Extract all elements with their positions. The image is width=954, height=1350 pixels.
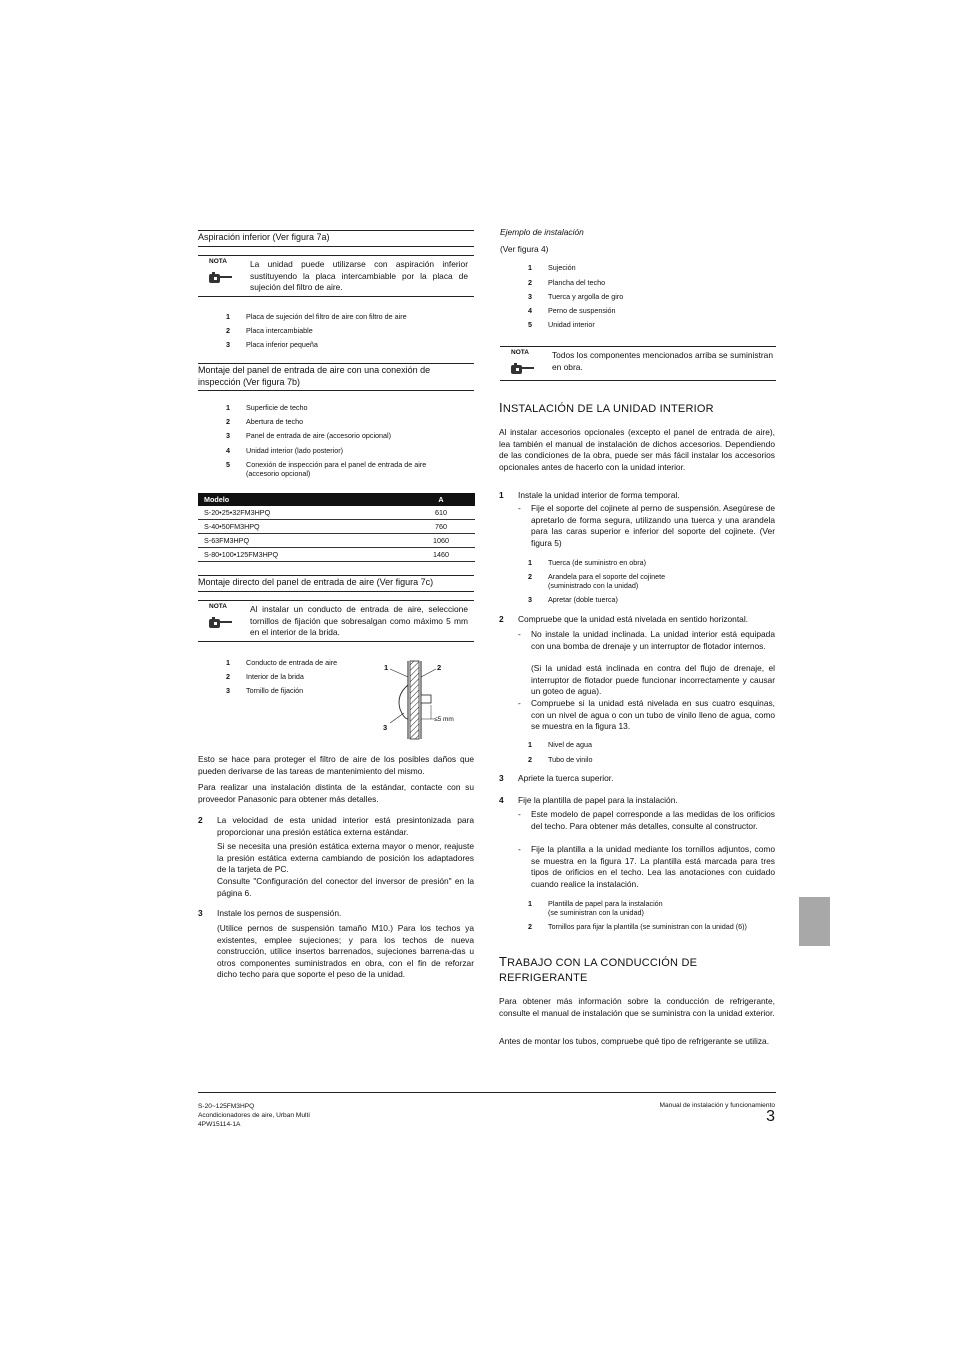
table-cell: S-80•100•125FM3HPQ — [198, 548, 407, 562]
table-cell: 760 — [407, 520, 475, 534]
dash-item-cont: (Si la unidad está inclinada en contra del flujo de drenaje, el interruptor de flotador puede funcionar incorrectamente y causar un goteo de agua). — [531, 663, 775, 696]
table-cell: S-63FM3HPQ — [198, 534, 407, 548]
pointing-hand-icon — [510, 362, 536, 381]
flange-diagram — [378, 657, 474, 742]
step-number: 3 — [198, 908, 203, 918]
step-text: (Utilice pernos de suspensión tamaño M10.) Para los techos ya existentes, emplee sujeciones; y para los techos de nueva construcción, utilice insertos barrenados, sujeciones barrena-das u otros componentes suministrados en obra, con el fin de reforzar dicho techo para que soporte el peso de la unidad. — [217, 923, 474, 979]
heading-initial: T — [499, 954, 508, 969]
figure-dimension: ≤5 mm — [434, 716, 454, 723]
paragraph-refrigerante-2: Antes de montar los tubos, compruebe qué tipo de refrigerante se utiliza. — [499, 1036, 770, 1046]
table-cell: 610 — [407, 506, 475, 520]
table-header-modelo: Modelo — [198, 493, 407, 506]
pointing-hand-icon — [208, 616, 234, 635]
page-number: 3 — [766, 1108, 775, 1125]
step-text: Instale los pernos de suspensión. — [217, 908, 342, 918]
figure-ref-4: (Ver figura 4) — [500, 244, 549, 254]
section-heading-refrigerante — [499, 954, 697, 986]
note-label: NOTA — [209, 258, 227, 265]
step-text: Fije la plantilla de papel para la instalación. — [518, 795, 678, 805]
section-title-aspiracion: Aspiración inferior (Ver figura 7a) — [198, 232, 330, 242]
footer-rule — [198, 1092, 776, 1093]
footer-left — [198, 1102, 310, 1129]
table-row — [198, 506, 475, 520]
pointing-hand-icon — [208, 271, 234, 290]
dash-item: - Fije la plantilla a la unidad mediante los tornillos adjuntos, como se muestra en la figura 17. La plantilla está marcada para tres tipos de orificios en el techo. Lea las anotaciones con cuidado cuando realice la instalación. — [518, 844, 775, 889]
heading-initial: I — [499, 400, 503, 415]
heading-rest: NSTALACIÓN DE LA UNIDAD INTERIOR — [502, 403, 714, 415]
heading-line2: REFRIGERANTE — [499, 972, 588, 984]
table-cell: 1060 — [407, 534, 475, 548]
note-text: La unidad puede utilizarse con aspiración inferior sustituyendo la placa intercambiable por la placa de sujeción del filtro de aire. — [250, 259, 468, 292]
dash-item: - No instale la unidad inclinada. La unidad interior está equipada con una bomba de drenaje y un interruptor de flotador internos. — [518, 629, 775, 651]
step-number: 2 — [198, 815, 203, 825]
dash-item: - Este modelo de papel corresponde a las medidas de los orificios del techo. Para obtener más detalles, consulte al constructor. — [518, 809, 775, 831]
note-box-3 — [500, 346, 776, 381]
paragraph-proteger: Esto se hace para proteger el filtro de aire de los posibles daños que pueden derivarse de las tareas de mantenimiento del mismo. — [198, 754, 474, 776]
step-number: 1 — [499, 490, 504, 500]
step-r2 — [499, 614, 775, 628]
note-box-1 — [198, 255, 474, 297]
footer-model: S-20~125FM3HPQ — [198, 1103, 255, 1110]
model-table — [198, 493, 475, 562]
dash-text: Este modelo de papel corresponde a las medidas de los orificios del techo. Para obtener más detalles, consulte al constructor. — [531, 809, 775, 831]
section-heading-instalacion — [499, 400, 714, 415]
step-r3 — [499, 773, 775, 787]
table-cell: S-20•25•32FM3HPQ — [198, 506, 407, 520]
dash-text: Compruebe si la unidad está nivelada en sus cuatro esquinas, con un nivel de agua o con un tubo de vinilo lleno de agua, como se muestra en la figura 13. — [531, 698, 775, 731]
step-number: 3 — [499, 773, 504, 783]
example-caption: Ejemplo de instalación — [500, 227, 584, 237]
table-header-a: A — [407, 493, 475, 506]
footer-code: 4PW15114-1A — [198, 1121, 241, 1128]
table-header-row — [198, 493, 475, 506]
figure-label-3: 3 — [383, 723, 388, 732]
figure-label-1: 1 — [384, 663, 389, 672]
table-cell: S-40•50FM3HPQ — [198, 520, 407, 534]
step-text: Apriete la tuerca superior. — [518, 773, 614, 783]
section-title-montaje: Montaje del panel de entrada de aire con una conexión de inspección (Ver figura 7b) — [198, 365, 431, 387]
dash-item: - Fije el soporte del cojinete al perno de suspensión. Asegúrese de apretarlo de forma segura, utilizando una tuerca y una arandela para las caras superior e inferior del soporte del cojinete. (Ver figura 5) — [518, 503, 775, 548]
dash-text: Fije el soporte del cojinete al perno de suspensión. Asegúrese de apretarlo de forma segura, utilizando una tuerca y una arandela para las caras superior e inferior del soporte del cojinete. (Ver figura 5) — [531, 503, 775, 548]
footer-product: Acondicionadores de aire, Urban Multi — [198, 1112, 310, 1119]
note-text: Todos los componentes mencionados arriba se suministran en obra. — [552, 350, 773, 372]
step-text: La velocidad de esta unidad interior está presintonizada para proporcionar una presión estática externa estándar. — [217, 815, 474, 837]
footer-manual: Manual de instalación y funcionamiento — [659, 1102, 775, 1109]
figure-label-2: 2 — [437, 663, 442, 672]
paragraph-intro: Al instalar accesorios opcionales (excepto el panel de entrada de aire), lea también el manual de instalación de dichos accesorios. Dependiendo de las condiciones de la obra, puede ser más fácil instalar los accesorios opcionales antes de hacerlo con la unidad interior. — [499, 427, 775, 472]
note-text: Al instalar un conducto de entrada de aire, seleccione tornillos de fijación que sobresalgan como máximo 5 mm en el interior de la brida. — [250, 604, 468, 637]
note-label: NOTA — [209, 603, 227, 610]
dash-item: - Compruebe si la unidad está nivelada en sus cuatro esquinas, con un nivel de agua o con un tubo de vinilo lleno de agua, como se muestra en la figura 13. — [518, 698, 775, 731]
note-box-2 — [198, 600, 474, 642]
paragraph-proveedor: Para realizar una instalación distinta de la estándar, contacte con su proveedor Panasonic para obtener más detalles. — [198, 782, 474, 804]
table-row — [198, 520, 475, 534]
page-tab-marker — [799, 897, 830, 946]
step-text: Compruebe que la unidad está nivelada en sentido horizontal. — [518, 614, 749, 624]
step-r4 — [499, 795, 775, 809]
section-title-directo: Montaje directo del panel de entrada de aire (Ver figura 7c) — [198, 577, 434, 587]
figure-7c — [378, 657, 474, 742]
table-cell: 1460 — [407, 548, 475, 562]
paragraph-refrigerante-1: Para obtener más información sobre la conducción de refrigerante, consulte el manual de instalación que se suministra con la unidad exterior. — [499, 996, 775, 1018]
note-label: NOTA — [511, 349, 529, 356]
dash-text: No instale la unidad inclinada. La unidad interior está equipada con una bomba de drenaje y un interruptor de flotador internos. — [531, 629, 775, 651]
step-number: 2 — [499, 614, 504, 624]
step-number: 4 — [499, 795, 504, 805]
step-text: Consulte "Configuración del conector del inversor de presión" en la página 6. — [217, 876, 474, 898]
step-text: Instale la unidad interior de forma temporal. — [518, 490, 680, 500]
table-row — [198, 548, 475, 562]
step-text: Si se necesita una presión estática externa mayor o menor, reajuste la presión estática externa cambiando de posición los adaptadores de la tarjeta de PC. — [217, 841, 474, 874]
step-2 — [198, 815, 474, 905]
step-3 — [198, 908, 474, 988]
dash-text: Fije la plantilla a la unidad mediante los tornillos adjuntos, como se muestra en la figura 17. La plantilla está marcada para tres tipos de orificios en el techo. Lea las anotaciones con cuidado cuando realice la instalación. — [531, 844, 775, 889]
heading-rest: RABAJO CON LA CONDUCCIÓN DE — [507, 957, 698, 969]
table-row — [198, 534, 475, 548]
